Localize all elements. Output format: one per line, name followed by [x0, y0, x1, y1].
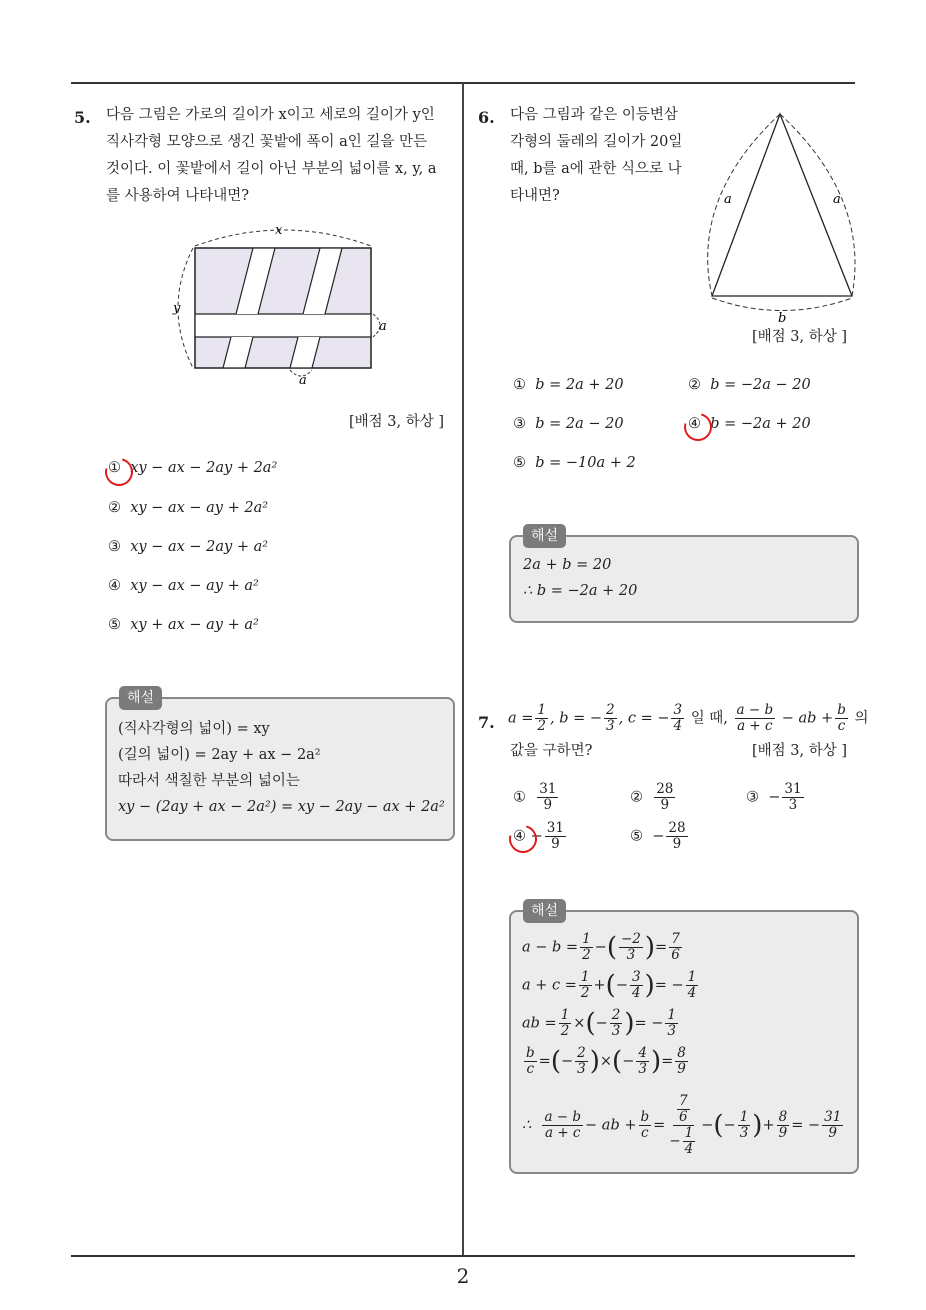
- choice-numerator: 31: [539, 781, 557, 797]
- choice-expr: xy − ax − 2ay + 2a²: [130, 460, 278, 476]
- choice-mark: ⑤: [108, 617, 121, 633]
- q5-choice-5[interactable]: [108, 617, 259, 633]
- q7-choice-5[interactable]: [630, 821, 690, 852]
- q5-choice-3[interactable]: [108, 539, 268, 555]
- q7-text-end: 의: [854, 710, 869, 727]
- explain-line: ab = $\frac{1}{2}$ ×(− $\frac{2}{3}$ )= − $\frac{1}{3}$: [522, 1007, 677, 1039]
- q5-explanation-tag: 해설: [119, 686, 162, 710]
- q7-choice-2[interactable]: [630, 782, 677, 813]
- choice-mark: ④: [688, 416, 701, 432]
- q6-explanation-tag: 해설: [523, 524, 566, 548]
- choice-sign: −: [768, 789, 781, 806]
- q5-number: 5.: [74, 108, 91, 127]
- q7-text-line2: 값을 구하면?: [510, 743, 593, 759]
- choice-mark: ④: [108, 578, 121, 594]
- choice-mark: ③: [746, 789, 759, 806]
- choice-expr: b = 2a + 20: [535, 377, 624, 393]
- bottom-rule: [71, 1255, 855, 1257]
- q5-text-line: 것이다. 이 꽃밭에서 길이 아닌 부분의 넓이를 x, y, a: [106, 161, 437, 177]
- explain-line: ∴ $\frac{a - b}{a + c}$ − ab + $\frac{b}{c}$ = $\frac{7}{6}$ − $\frac{1}{4}$ −(− $\frac{1}{3}$ )+ $\frac{8}{9}$ = − $\frac{31}{9}$: [522, 1093, 842, 1157]
- q6-figure: [700, 108, 860, 326]
- explain-line: 2a + b = 20: [523, 557, 612, 573]
- q7-explanation-tag: 해설: [523, 899, 566, 923]
- q6-choice-1[interactable]: [513, 377, 624, 393]
- explain-line: (길의 넓이) = 2ay + ax − 2a²: [118, 747, 321, 763]
- choice-denominator: 9: [672, 836, 682, 852]
- q5-text-line: 직사각형 모양으로 생긴 꽃밭에 폭이 a인 길을 만든: [106, 134, 428, 150]
- choice-mark: ②: [630, 789, 643, 806]
- choice-expr: b = −2a − 20: [710, 377, 811, 393]
- q5-text-line: 를 사용하여 나타내면?: [106, 188, 250, 204]
- q6-score: [배점 3, 하상 ]: [752, 329, 848, 345]
- choice-mark: ⑤: [513, 455, 526, 471]
- choice-mark: ②: [688, 377, 701, 393]
- q6-text-line: 각형의 둘레의 길이가 20일: [510, 134, 683, 150]
- explain-line: xy − (2ay + ax − 2a²) = xy − 2ay − ax + 2a²: [118, 799, 445, 815]
- choice-expr: xy + ax − ay + a²: [130, 617, 259, 633]
- q7-choice-3[interactable]: [746, 782, 806, 813]
- selected-answer-mark: [679, 408, 717, 446]
- q5-label-y: y: [173, 301, 181, 316]
- choice-mark: ②: [108, 500, 121, 516]
- choice-mark: ⑤: [630, 828, 643, 845]
- choice-mark: ①: [513, 789, 526, 806]
- choice-mark: ①: [108, 460, 121, 476]
- q7-number: 7.: [478, 713, 495, 732]
- choice-sign: −: [530, 828, 543, 845]
- q5-question: [106, 102, 458, 210]
- q6-text-line: 타내면?: [510, 188, 560, 204]
- q7-text-tail: 일 때,: [690, 710, 728, 727]
- q6-number: 6.: [478, 108, 495, 127]
- choice-numerator: 28: [668, 820, 686, 836]
- choice-expr: xy − ax − ay + a²: [130, 578, 259, 594]
- q6-choice-3[interactable]: [513, 416, 624, 432]
- q5-choice-4[interactable]: [108, 578, 259, 594]
- q5-label-a-right: a: [379, 319, 387, 334]
- q5-figure: [165, 222, 405, 392]
- q7-question-line1: a = $\frac{1}{2}$ , b = − $\frac{2}{3}$ , c = − $\frac{3}{4}$ 일 때, $\frac{a - b}{a + c}$ − ab + $\frac{b}{c}$ 의: [508, 702, 869, 734]
- q5-label-a-bottom: a: [299, 373, 307, 388]
- selected-answer-mark: [100, 453, 138, 491]
- choice-numerator: 31: [546, 820, 564, 836]
- choice-numerator: 28: [656, 781, 674, 797]
- choice-sign: −: [652, 828, 665, 845]
- q6-text-line: 다음 그림과 같은 이등변삼: [510, 107, 678, 123]
- page-number: 2: [456, 1264, 470, 1288]
- q5-choice-2[interactable]: [108, 500, 268, 516]
- explain-line: 따라서 색칠한 부분의 넓이는: [118, 773, 300, 789]
- explain-line: a − b = $\frac{1}{2}$ −( $\frac{-2}{3}$ )= $\frac{7}{6}$: [522, 931, 680, 963]
- explain-line: (직사각형의 넓이) = xy: [118, 721, 270, 737]
- choice-denominator: 9: [660, 797, 670, 813]
- q6-label-a-right: a: [833, 192, 841, 207]
- explain-line: ∴ b = −2a + 20: [523, 583, 638, 599]
- q6-explanation: [523, 552, 637, 604]
- choice-denominator: 9: [551, 836, 560, 852]
- choice-mark: ③: [513, 416, 526, 432]
- choice-denominator: 3: [788, 797, 798, 813]
- q6-label-b: b: [778, 311, 787, 326]
- choice-mark: ③: [108, 539, 121, 555]
- column-divider: [462, 83, 464, 1256]
- q7-explanation: [522, 931, 845, 1157]
- choice-numerator: 31: [784, 781, 802, 797]
- choice-expr: xy − ax − 2ay + a²: [130, 539, 269, 555]
- q6-choice-5[interactable]: [513, 455, 636, 471]
- q6-label-a-left: a: [724, 192, 732, 207]
- choice-mark: ①: [513, 377, 526, 393]
- choice-denominator: 9: [543, 797, 553, 813]
- q6-text-line: 때, b를 a에 관한 식으로 나: [510, 161, 682, 177]
- choice-mark: ④: [513, 828, 526, 845]
- q6-choice-2[interactable]: [688, 377, 811, 393]
- q5-label-x: x: [275, 223, 283, 238]
- q5-text-line: 다음 그림은 가로의 길이가 x이고 세로의 길이가 y인: [106, 107, 435, 123]
- explain-line: $\frac{b}{c}$ =(− $\frac{2}{3}$ )×(− $\frac{4}{3}$ )= $\frac{8}{9}$: [526, 1045, 686, 1077]
- q5-score: [배점 3, 하상 ]: [349, 414, 445, 430]
- choice-expr: xy − ax − ay + 2a²: [130, 500, 269, 516]
- choice-expr: b = −2a + 20: [710, 416, 811, 432]
- q5-explanation: [118, 716, 445, 820]
- q6-question: [510, 102, 700, 210]
- choice-expr: b = −10a + 2: [535, 455, 636, 471]
- explain-line: a + c = $\frac{1}{2}$ +(− $\frac{3}{4}$ )= − $\frac{1}{4}$: [522, 969, 697, 1001]
- q7-choice-1[interactable]: [513, 782, 560, 813]
- q5-choice-1[interactable]: [108, 460, 277, 476]
- q7-score: [배점 3, 하상 ]: [752, 743, 848, 759]
- choice-expr: b = 2a − 20: [535, 416, 624, 432]
